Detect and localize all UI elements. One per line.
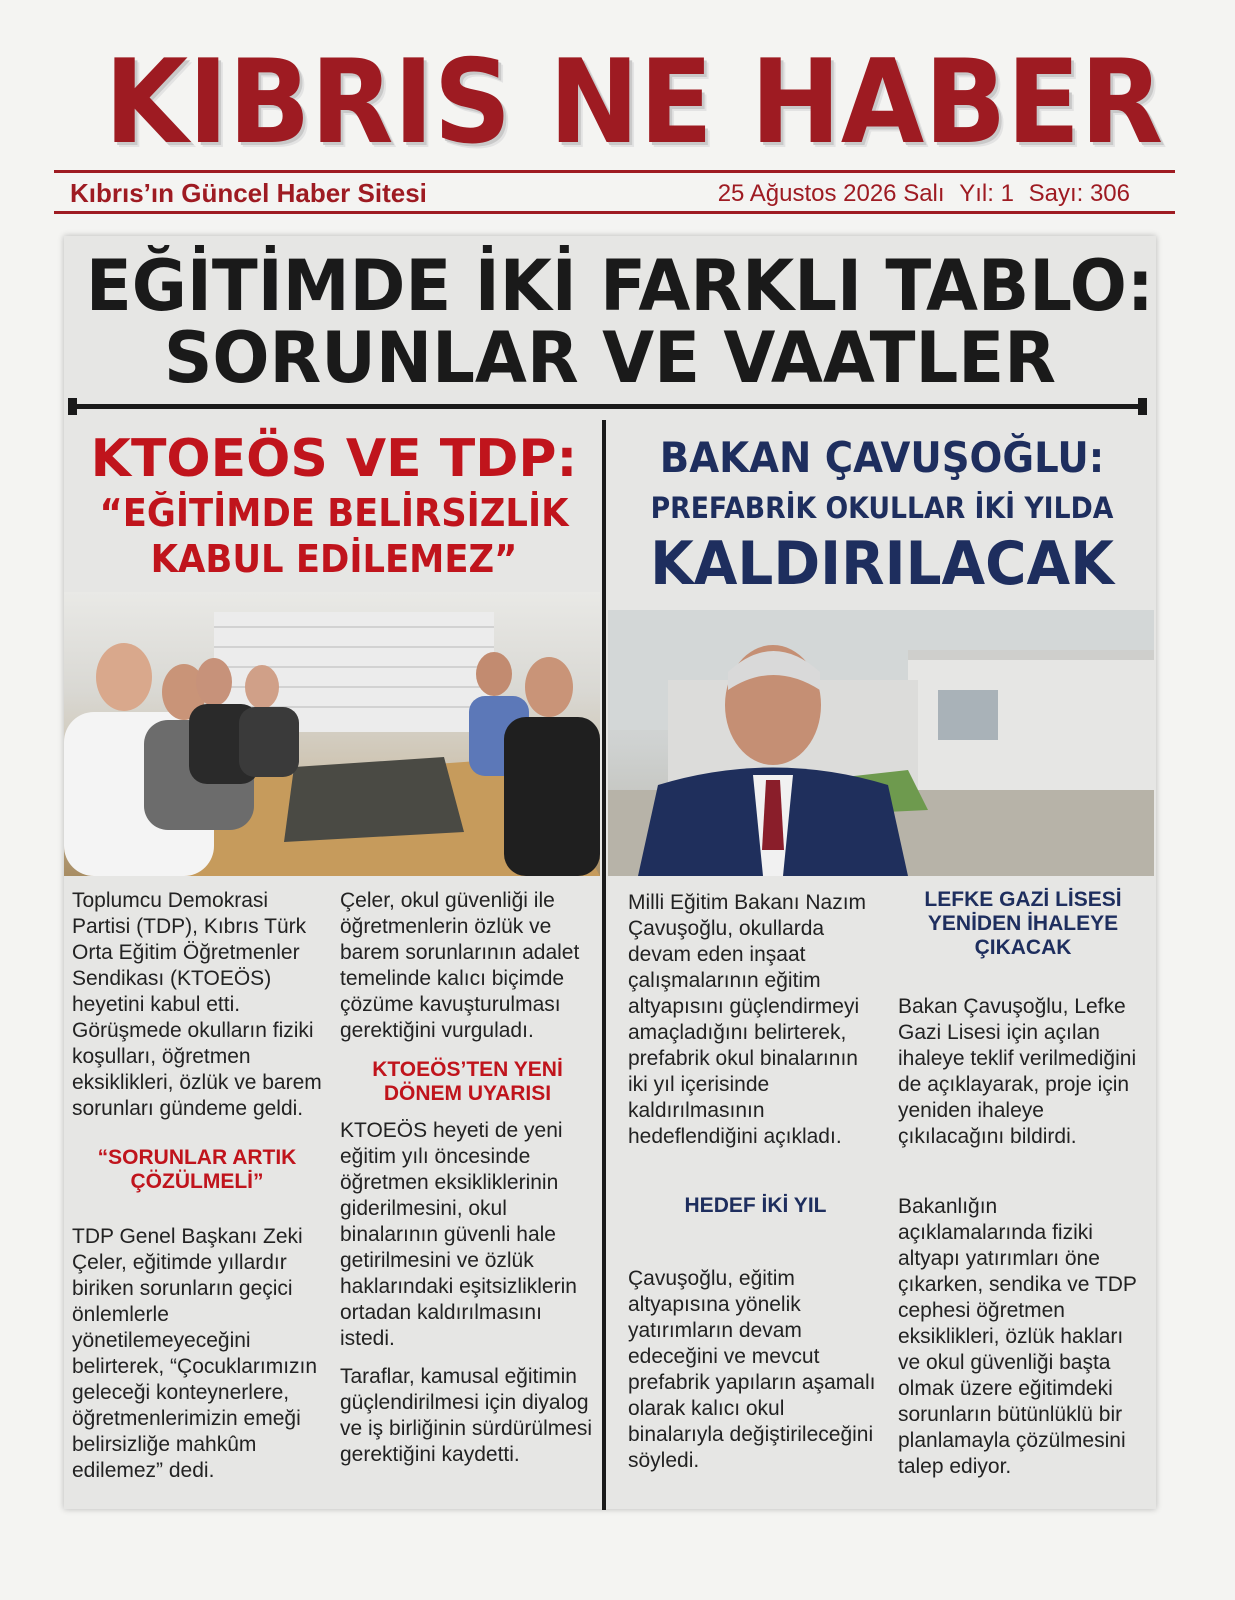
left-subheadline-line3: KABUL EDİLEMEZ” xyxy=(150,537,518,581)
meeting-photo-illustration xyxy=(64,592,600,876)
col1-paragraph-2: TDP Genel Başkanı Zeki Çeler, eğitimde yıllardır biriken sorunların geçici önlemlerle yönetilemeyeceğini belirterek, “Çocuklarımızın geleceği konteynerlere, öğretmenlerimizin emeği belirsizliğe mahkûm edilemez” dedi. xyxy=(72,1225,318,1482)
col1-heading: “SORUNLAR ARTIK ÇÖZÜLMELİ” xyxy=(97,1146,297,1193)
right-column-1 xyxy=(628,890,883,1474)
masthead-rule-top xyxy=(54,170,1175,173)
col2-paragraph-1: Çeler, okul güvenliği ile öğretmenlerin özlük ve barem sorunlarının adalet temelinde kalıcı biçimde çözüme kavuşturulması gerektiğini vurguladı. xyxy=(340,889,580,1042)
main-headline-line2: SORUNLAR VE VAATLER xyxy=(164,317,1056,399)
masthead-title: KIBRIS NE HABER xyxy=(104,35,1164,170)
headline-divider xyxy=(72,404,1144,409)
col3-paragraph-1: Milli Eğitim Bakanı Nazım Çavuşoğlu, okullarda devam eden inşaat çalışmalarının eğitim altyapısını güçlendirmeyi amaçladığını belirterek, prefabrik okul binalarının iki yıl içerisinde kaldırılmasının hedeflendiğini açıkladı. xyxy=(628,891,867,1148)
right-column-2 xyxy=(898,888,1148,1480)
headline-divider-cap-right xyxy=(1138,398,1147,415)
issue-date: 25 Ağustos 2026 Salı xyxy=(717,180,945,207)
headline-divider-cap-left xyxy=(68,398,77,415)
col3-paragraph-2: Çavuşoğlu, eğitim altyapısına yönelik yatırımların devam edeceğini ve mevcut prefabrik yapıların aşamalı olarak kalıcı okul binalarıyla değiştirileceğini söyledi. xyxy=(628,1267,876,1472)
meeting-photo xyxy=(64,592,600,876)
right-subheadline xyxy=(612,428,1152,600)
right-subheadline-line2: PREFABRİK OKULLAR İKİ YILDA xyxy=(650,491,1114,525)
col4-heading: LEFKE GAZİ LİSESİ YENİDEN İHALEYE ÇIKACAK xyxy=(924,888,1122,959)
col4-paragraph-1: Bakan Çavuşoğlu, Lefke Gazi Lisesi için açılan ihaleye teklif verilmediğini de açıklayarak, proje için yeniden ihaleye çıkılacağını bildirdi. xyxy=(898,995,1137,1148)
col1-paragraph-1: Toplumcu Demokrasi Partisi (TDP), Kıbrıs Türk Orta Eğitim Öğretmenler Sendikası (KTOEÖS) heyetini kabul etti. Görüşmede okulların fiziki koşulları, öğretmen eksiklikleri, özlük ve barem sorunları gündeme geldi. xyxy=(72,889,322,1120)
left-subheadline-line1: KTOEÖS VE TDP: xyxy=(90,429,578,489)
right-subheadline-line3: KALDIRILACAK xyxy=(650,529,1114,599)
col2-heading: KTOEÖS’TEN YENİ DÖNEM UYARISI xyxy=(372,1058,563,1105)
issue-year: Yıl: 1 xyxy=(959,180,1014,207)
minister-photo xyxy=(608,610,1154,876)
left-column-2 xyxy=(340,888,595,1468)
column-divider xyxy=(602,420,606,1510)
minister-photo-illustration xyxy=(608,610,1154,876)
masthead-dateline xyxy=(710,180,1130,208)
main-headline xyxy=(85,245,1154,399)
right-subheadline-line1: BAKAN ÇAVUŞOĞLU: xyxy=(659,433,1105,482)
masthead-tagline: Kıbrıs’ın Güncel Haber Sitesi xyxy=(70,178,427,208)
col3-heading: HEDEF İKİ YIL xyxy=(684,1194,827,1217)
left-subheadline-line2: “EĞİTİMDE BELİRSİZLİK xyxy=(99,491,569,535)
masthead-rule-bottom xyxy=(54,211,1175,214)
issue-number: Sayı: 306 xyxy=(1028,180,1130,207)
left-subheadline xyxy=(70,428,598,582)
col2-paragraph-3: Taraflar, kamusal eğitimin güçlendirilmesi için diyalog ve iş birliğinin sürdürülmesi gerektiğini kaydetti. xyxy=(340,1365,593,1466)
left-column-1 xyxy=(72,888,322,1484)
col2-paragraph-2: KTOEÖS heyeti de yeni eğitim yılı öncesinde öğretmen eksikliklerinin giderilmesini, okul binalarının güvenli hale getirilmesini ve özlük haklarındaki eşitsizliklerin ortadan kaldırılmasını istedi. xyxy=(340,1119,577,1350)
main-headline-line1: EĞİTİMDE İKİ FARKLI TABLO: xyxy=(85,245,1154,327)
col4-paragraph-2: Bakanlığın açıklamalarında fiziki altyapı yatırımları öne çıkarken, sendika ve TDP cephesi öğretmen eksiklikleri, özlük hakları ve okul güvenliği başta olmak üzere eğitimdeki sorunların bütünlüklü bir planlamayla çözülmesini talep ediyor. xyxy=(898,1195,1137,1478)
